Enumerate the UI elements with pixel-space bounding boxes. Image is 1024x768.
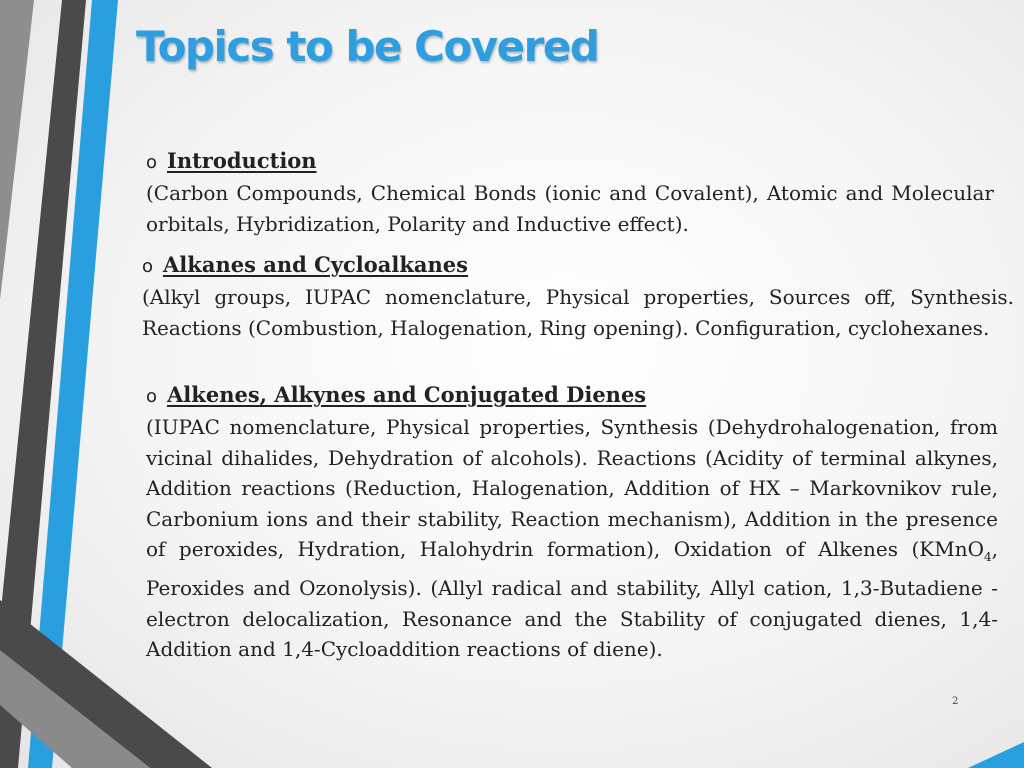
section-heading: Alkenes, Alkynes and Conjugated Dienes [167,382,647,407]
section-alkenes [146,380,998,665]
section-heading: Introduction [167,148,317,173]
section-introduction [146,146,994,239]
slide-title: Topics to be Covered [136,22,599,71]
section-heading-row [146,380,998,412]
section-body: (Carbon Compounds, Chemical Bonds (ionic and Covalent), Atomic and Molecular orbitals, Hybridization, Polarity and Inductive effect). [146,181,994,236]
bullet-icon: o [146,386,158,407]
section-alkanes [142,250,1014,343]
section-heading: Alkanes and Cycloalkanes [163,252,468,277]
section-heading-row [142,250,1014,282]
bullet-icon: o [146,152,158,173]
left-stripe-light [0,0,34,300]
section-body-part1: (IUPAC nomenclature, Physical properties, Synthesis (Dehydrohalogenation, from vicinal dihalides, Dehydration of alcohols). Reactions (Acidity of terminal alkynes, Addition reactions (Reduction, Halogenation, Addition of HX – Markovnikov rule, Carbonium ions and their stability, Reaction mechanism), Addition in the presence of peroxides, Hydration, Halohydrin formation), Oxidation of Alkenes (KMnO [146,415,998,562]
section-body: (Alkyl groups, IUPAC nomenclature, Physical properties, Sources off, Synthesis. Reactions (Combustion, Halogenation, Ring opening). Configuration, cyclohexanes. [142,285,1014,340]
bullet-icon: o [142,256,154,277]
subscript-4: 4 [984,550,992,565]
section-heading-row [146,146,994,178]
section-body-part2: , Peroxides and Ozonolysis). (Allyl radical and stability, Allyl cation, 1,3-Butadiene - electron delocalization, Resonance and the Stability of conjugated dienes, 1,4-Addition and 1,4-Cycloaddition reactions of diene). [146,537,998,662]
section-body [146,412,998,665]
page-number: 2 [952,696,959,707]
bottom-right-accent [968,742,1024,768]
